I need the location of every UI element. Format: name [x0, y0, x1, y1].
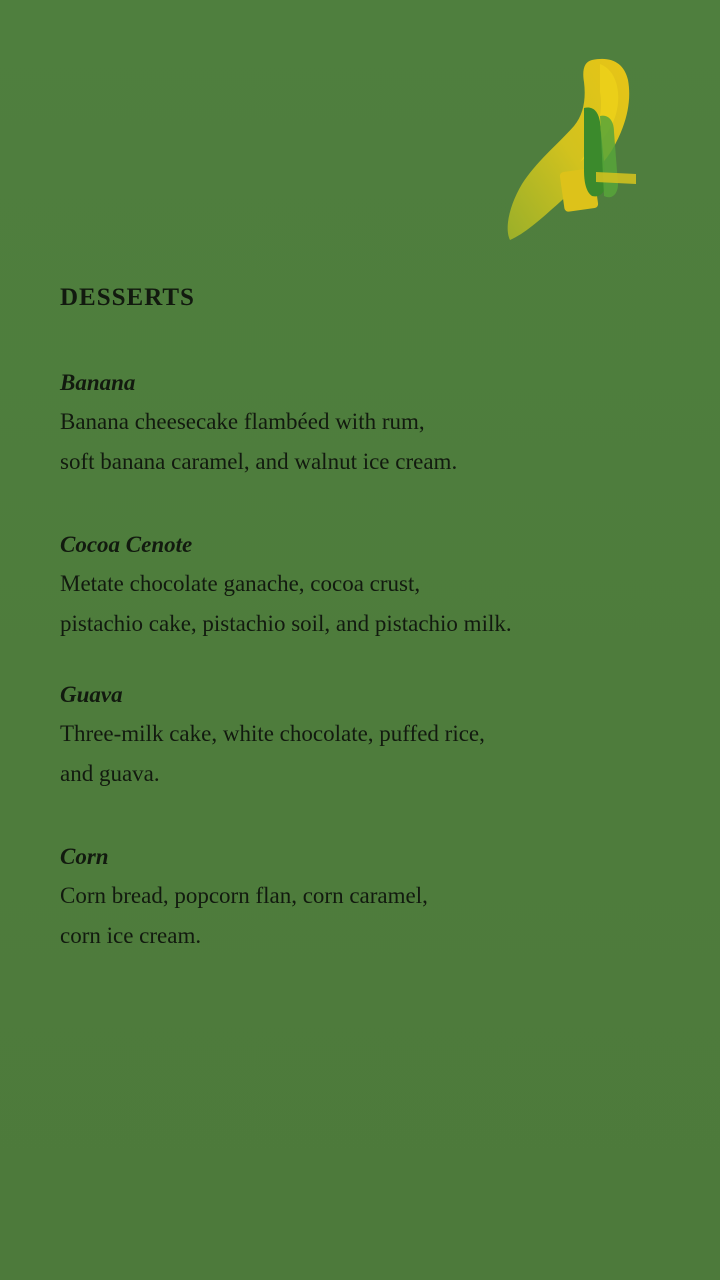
menu-item	[60, 844, 660, 956]
menu-item	[60, 370, 660, 482]
menu-item-description	[60, 876, 660, 956]
menu-item-name: Guava	[60, 682, 123, 707]
description-line: Banana cheesecake flambéed with rum,	[60, 409, 425, 434]
description-line: Three-milk cake, white chocolate, puffed rice,	[60, 721, 485, 746]
description-line: Metate chocolate ganache, cocoa crust,	[60, 571, 421, 596]
description-line: pistachio cake, pistachio soil, and pistachio milk.	[60, 611, 512, 636]
description-line: Corn bread, popcorn flan, corn caramel,	[60, 883, 428, 908]
brush-stroke-illustration	[500, 52, 650, 247]
menu-item	[60, 532, 660, 644]
menu-item-description	[60, 714, 660, 794]
menu-item-name: Corn	[60, 844, 109, 869]
menu-item-name: Banana	[60, 370, 136, 395]
description-line: soft banana caramel, and walnut ice cream.	[60, 449, 458, 474]
section-heading: DESSERTS	[60, 284, 195, 311]
menu-item-name: Cocoa Cenote	[60, 532, 193, 557]
description-line: corn ice cream.	[60, 923, 202, 948]
menu-item-description	[60, 564, 660, 644]
description-line: and guava.	[60, 761, 160, 786]
menu-item	[60, 682, 660, 794]
menu-item-description	[60, 402, 660, 482]
